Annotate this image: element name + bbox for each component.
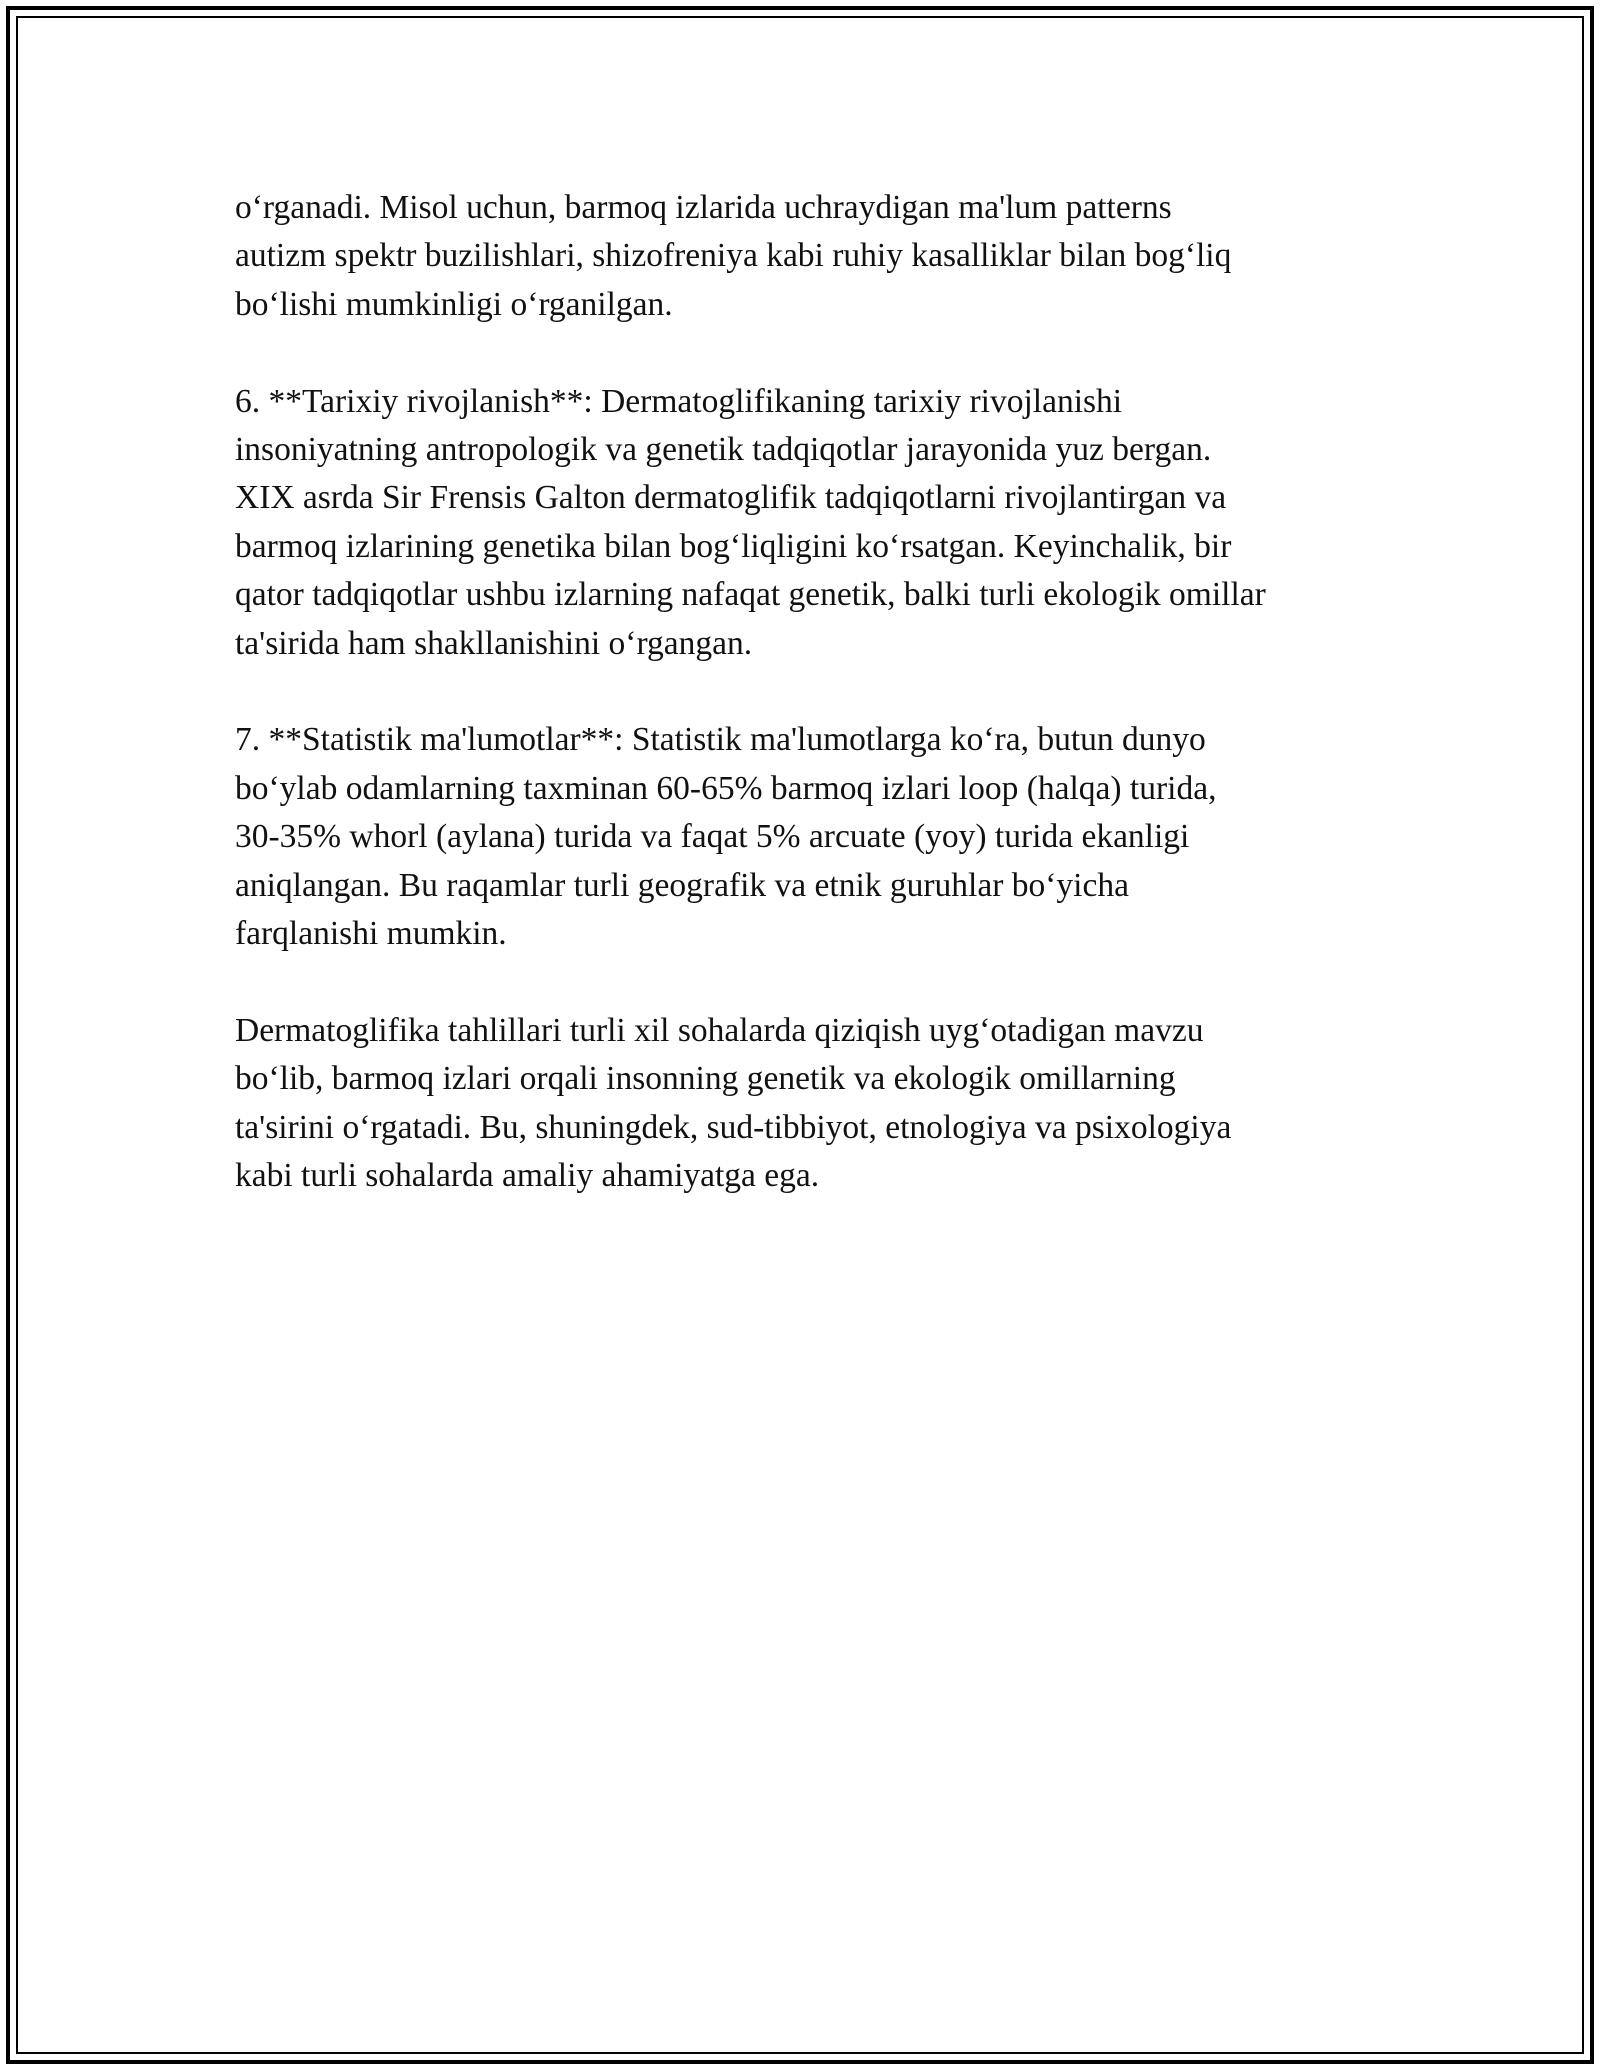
- paragraph-conclusion: Dermatoglifika tahlillari turli xil sohalarda qiziqish uyg‘otadigan mavzu bo‘lib, barmoq izlari orqali insonning genetik va ekologik omillarning ta'sirini o‘rgatadi. Bu, shuningdek, sud-tibbiyot, etnologiya va psixologiya kabi turli sohalarda amaliy ahamiyatga ega.: [235, 1011, 1232, 1195]
- document-body: [235, 184, 1375, 1249]
- paragraph-continuation: o‘rganadi. Misol uchun, barmoq izlarida uchraydigan ma'lum patterns autizm spektr buzilishlari, shizofreniya kabi ruhiy kasalliklar bilan bog‘liq bo‘lishi mumkinligi o‘rganilgan.: [235, 189, 1232, 323]
- paragraph-statistics: 7. **Statistik ma'lumotlar**: Statistik ma'lumotlarga ko‘ra, butun dunyo bo‘ylab odamlarning taxminan 60-65% barmoq izlari loop (halqa) turida, 30-35% whorl (aylana) turida va faqat 5% arcuate (yoy) turida ekanligi aniqlangan. Bu raqamlar turli geografik va etnik guruhlar bo‘yicha farqlanishi mumkin.: [235, 721, 1217, 953]
- paragraph-historical-development: 6. **Tarixiy rivojlanish**: Dermatoglifikaning tarixiy rivojlanishi insoniyatning antropologik va genetik tadqiqotlar jarayonida yuz bergan. XIX asrda Sir Frensis Galton dermatoglifik tadqiqotlarni rivojlantirgan va barmoq izlarining genetika bilan bog‘liqligini ko‘rsatgan. Keyinchalik, bir qator tadqiqotlar ushbu izlarning nafaqat genetik, balki turli ekologik omillar ta'sirida ham shakllanishini o‘rgangan.: [235, 382, 1266, 662]
